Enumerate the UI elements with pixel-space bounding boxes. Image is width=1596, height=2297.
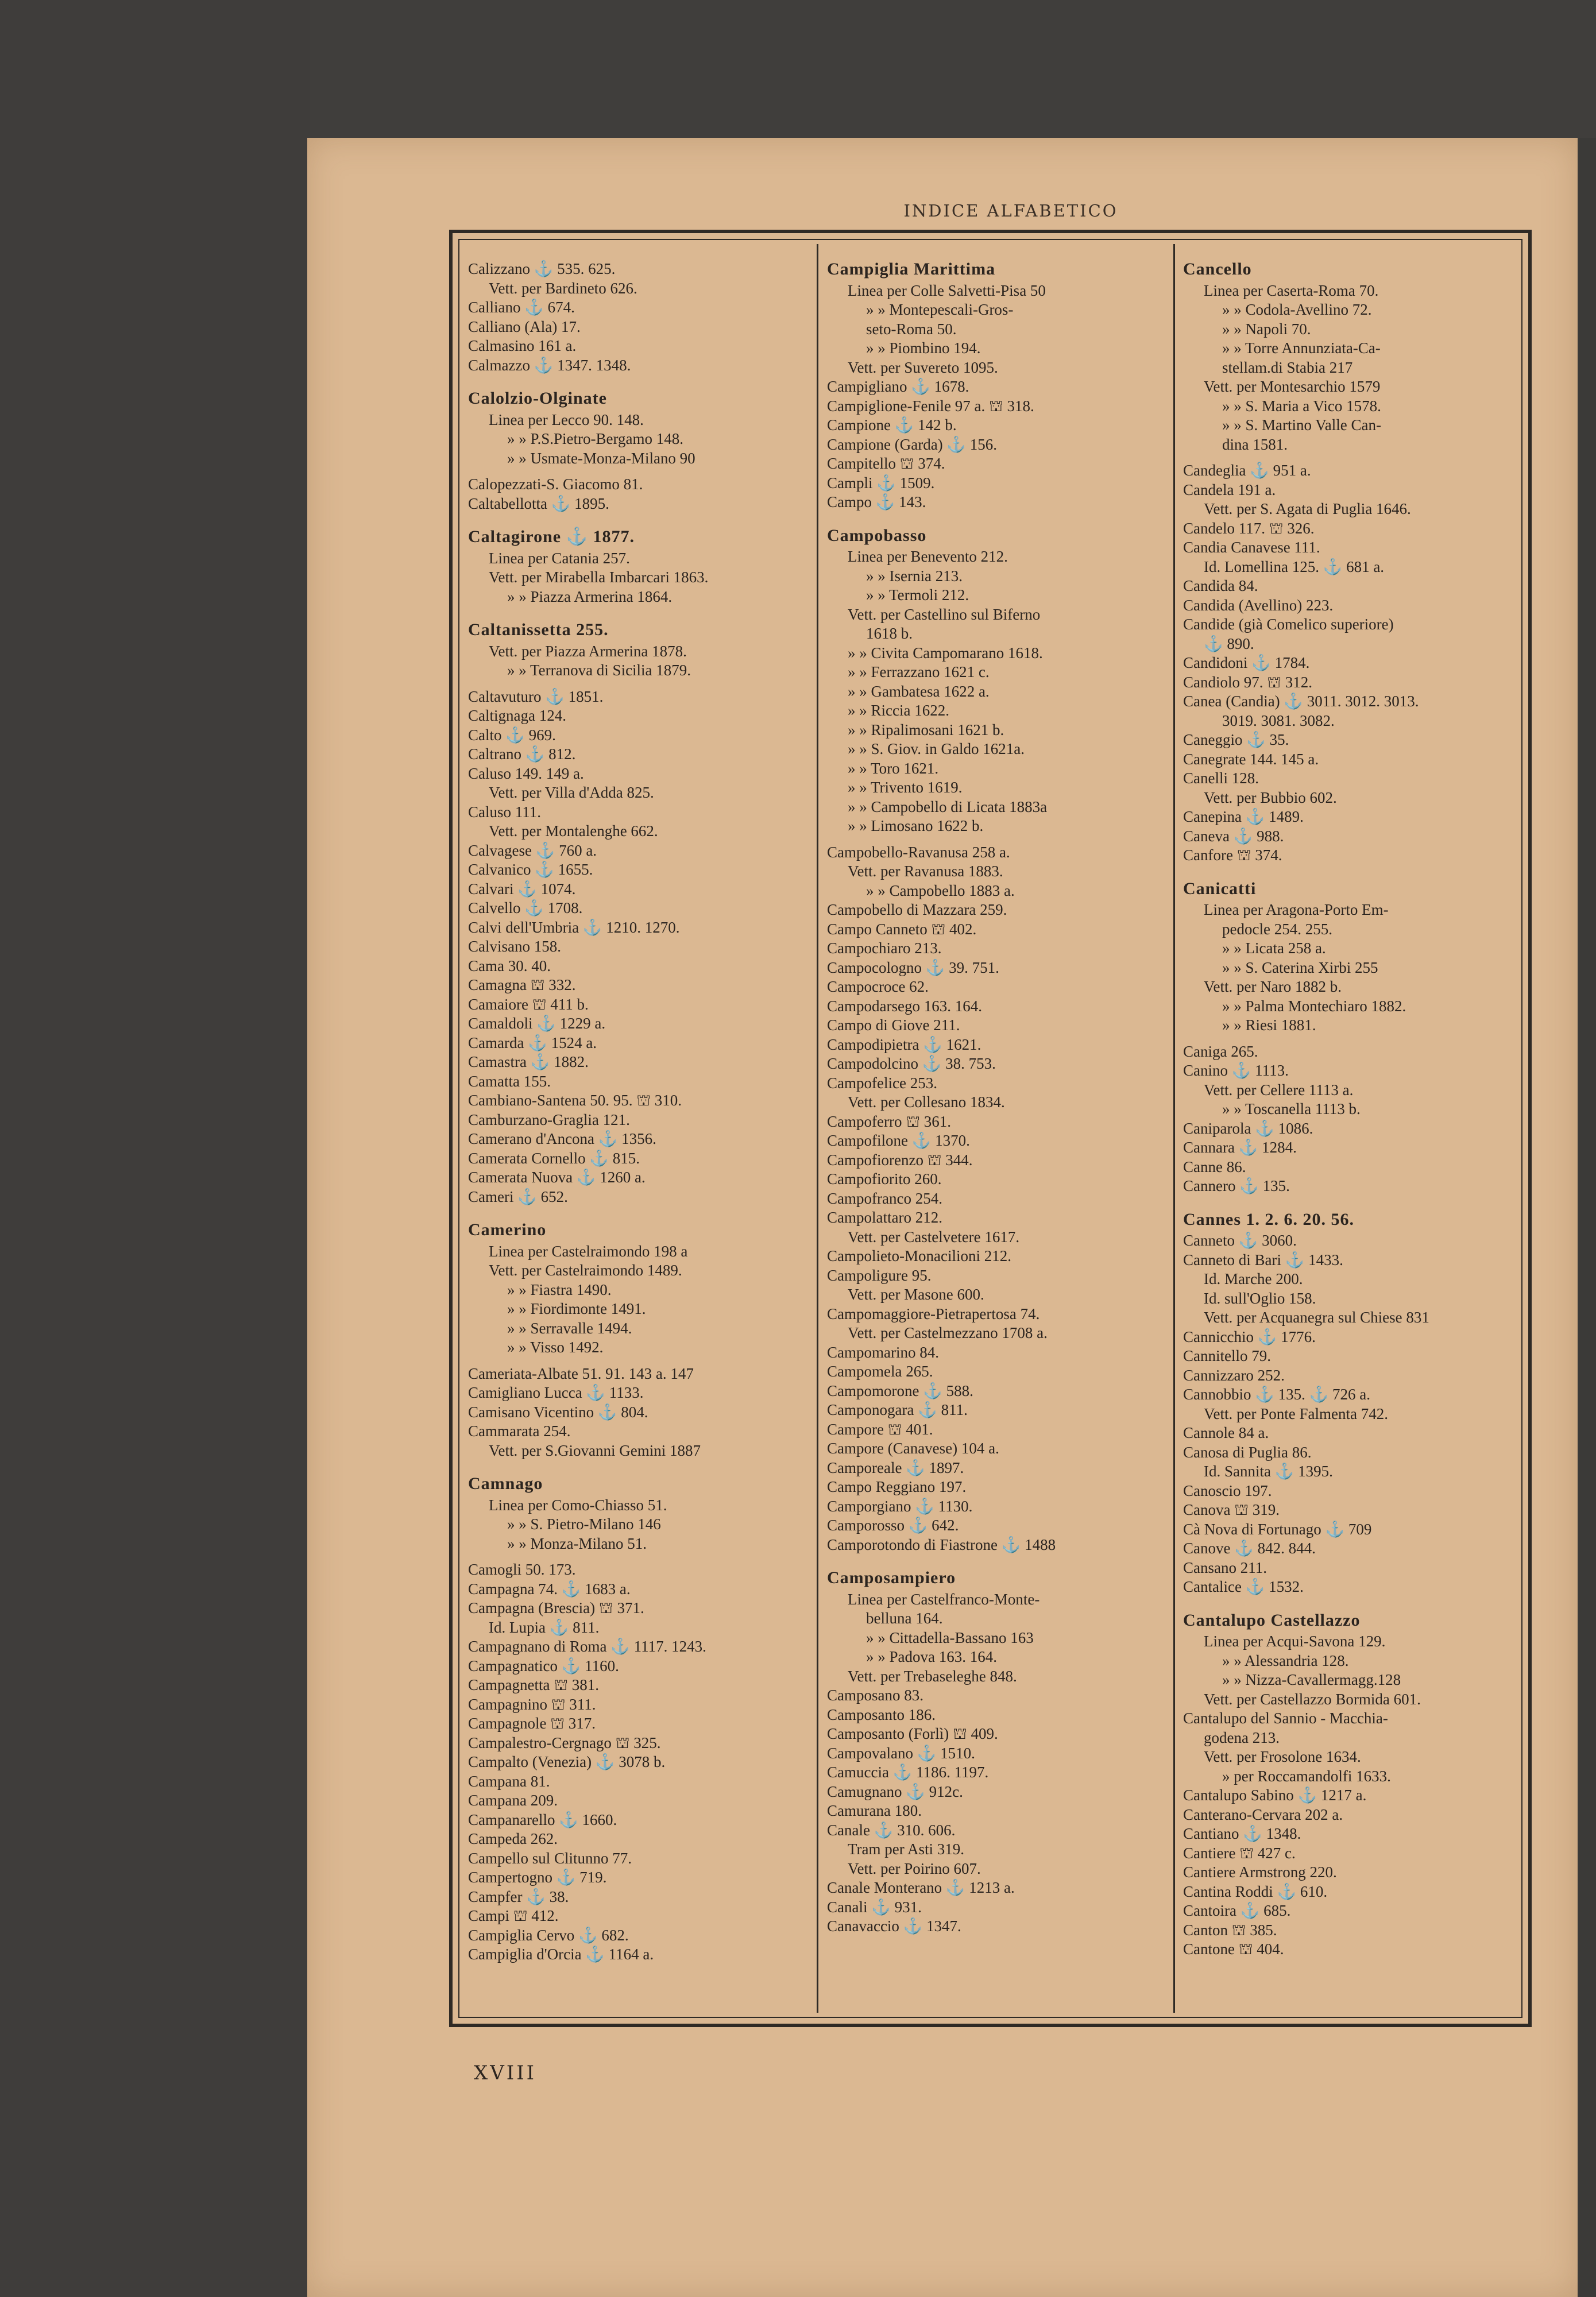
index-subentry: » » Termoli 212. [866,586,969,604]
index-subentry: Vett. per Bardineto 626. [489,279,637,297]
index-entry: Cannicchio ⚓ 1776. [1183,1328,1316,1345]
index-entry: Campitello ⛫ 374. [827,455,945,472]
index-heading: Cantalupo Castellazzo [1183,1610,1361,1630]
index-heading: Cannes 1. 2. 6. 20. 56. [1183,1209,1355,1229]
index-heading: Campobasso [827,525,927,545]
index-entry: Campovalano ⚓ 1510. [827,1744,975,1762]
index-heading: Campiglia Marittima [827,260,996,279]
index-entry: Campigliano ⚓ 1678. [827,378,969,395]
index-entry: Caltignaga 124. [468,707,566,724]
index-subentry: Id. sull'Oglio 158. [1204,1289,1316,1307]
index-subentry: Id. Lupia ⚓ 811. [489,1618,600,1636]
index-entry: Canale ⚓ 310. 606. [827,1821,956,1839]
index-subentry: Linea per Aragona-Porto Em- [1204,901,1389,918]
index-subentry: Linea per Lecco 90. 148. [489,411,644,428]
index-entry: Campli ⚓ 1509. [827,474,935,492]
index-entry: Campolattaro 212. [827,1209,942,1226]
index-entry: Camigliano Lucca ⚓ 1133. [468,1384,644,1401]
index-subentry: » » S. Pietro-Milano 146 [507,1515,661,1533]
index-entry: Campagna (Brescia) ⛫ 371. [468,1599,644,1617]
index-entry: Camerata Cornello ⚓ 815. [468,1149,640,1167]
index-subentry: » » S. Giov. in Galdo 1621a. [848,740,1025,757]
index-entry: Caltrano ⚓ 812. [468,745,576,763]
index-subentry: Vett. per Castelmezzano 1708 a. [848,1324,1048,1341]
index-entry: Canino ⚓ 1113. [1183,1062,1289,1079]
index-entry: Campiglione-Fenile 97 a. ⛫ 318. [827,397,1034,415]
index-entry: Cantalupo Sabino ⚓ 1217 a. [1183,1786,1367,1804]
index-heading: Camerino [468,1220,547,1239]
index-entry: Campagnatico ⚓ 1160. [468,1657,619,1675]
index-heading: Camposampiero [827,1568,956,1587]
index-subentry: » » Fiordimonte 1491. [507,1300,646,1317]
index-entry: Campomaggiore-Pietrapertosa 74. [827,1305,1040,1322]
index-entry: Canosa di Puglia 86. [1183,1443,1312,1461]
index-entry: Caltabellotta ⚓ 1895. [468,494,609,512]
index-subentry: » per Roccamandolfi 1633. [1222,1767,1391,1785]
index-entry: Campfer ⚓ 38. [468,1888,569,1905]
index-entry: Camarda ⚓ 1524 a. [468,1034,597,1051]
index-entry: Candida (Avellino) 223. [1183,596,1334,614]
index-entry: Caltavuturo ⚓ 1851. [468,687,604,705]
index-entry: Camerata Nuova ⚓ 1260 a. [468,1169,646,1186]
index-subentry: Vett. per Suvereto 1095. [848,358,998,376]
index-entry: Camuccia ⚓ 1186. 1197. [827,1764,989,1781]
index-entry: Camugnano ⚓ 912c. [827,1782,963,1800]
index-entry: Cannizzaro 252. [1183,1366,1285,1384]
index-entry: Campodipietra ⚓ 1621. [827,1035,981,1053]
index-entry: Campomorone ⚓ 588. [827,1382,973,1399]
index-subentry: Linea per Colle Salvetti-Pisa 50 [848,281,1046,299]
index-subentry: godena 213. [1204,1728,1280,1746]
index-subentry: » » Ripalimosani 1621 b. [848,721,1004,738]
index-subentry: » » Montepescali-Gros- [866,301,1014,318]
index-subentry: » » Riccia 1622. [848,702,949,719]
index-heading: Caltagirone ⚓ 1877. [468,527,635,546]
index-entry: Cameriata-Albate 51. 91. 143 a. 147 [468,1364,694,1382]
index-subentry: » » Isernia 213. [866,567,963,585]
index-entry: Calvello ⚓ 1708. [468,899,583,917]
index-entry: Campoferro ⛫ 361. [827,1112,952,1130]
index-entry: Canale Monterano ⚓ 1213 a. [827,1879,1015,1896]
index-entry: Camposano 83. [827,1687,923,1704]
index-entry: Camogli 50. 173. [468,1561,576,1578]
index-entry: Campello sul Clitunno 77. [468,1849,632,1867]
index-entry: Cambiano-Santena 50. 95. ⛫ 310. [468,1092,682,1109]
index-subentry: ⚓ 890. [1204,635,1254,652]
index-subentry: Vett. per Ponte Falmenta 742. [1204,1405,1388,1422]
index-entry: Camburzano-Graglia 121. [468,1111,630,1128]
index-subentry: Linea per Castelraimondo 198 a [489,1242,688,1260]
index-subentry: » » Toscanella 1113 b. [1222,1100,1361,1117]
index-entry: Calmasino 161 a. [468,337,577,354]
index-subentry: » » Fiastra 1490. [507,1281,612,1298]
index-entry: Cantiere Armstrong 220. [1183,1863,1337,1881]
index-subentry: » » S. Caterina Xirbi 255 [1222,958,1378,976]
index-entry: Canea (Candia) ⚓ 3011. 3012. 3013. [1183,693,1419,710]
index-subentry: Vett. per Trebaseleghe 848. [848,1667,1017,1685]
index-entry: Campodolcino ⚓ 38. 753. [827,1055,996,1072]
index-subentry: Linea per Castelfranco-Monte- [848,1590,1040,1608]
index-subentry: seto-Roma 50. [866,320,957,338]
index-entry: Caneggio ⚓ 35. [1183,731,1289,748]
index-entry: Cannero ⚓ 135. [1183,1177,1290,1194]
index-entry: Cannara ⚓ 1284. [1183,1139,1297,1156]
index-subentry: Vett. per Collesano 1834. [848,1093,1005,1111]
index-entry: Candelo 117. ⛫ 326. [1183,519,1315,537]
index-entry: Caniga 265. [1183,1042,1258,1060]
index-subentry: Linea per Acqui-Savona 129. [1204,1633,1386,1650]
index-subentry: Linea per Catania 257. [489,549,630,567]
index-entry: Caniparola ⚓ 1086. [1183,1119,1313,1137]
index-subentry: stellam.di Stabia 217 [1222,358,1353,376]
index-entry: Campana 209. [468,1792,558,1809]
index-entry: Campoligure 95. [827,1266,932,1284]
index-entry: Candeglia ⚓ 951 a. [1183,462,1311,479]
index-subentry: » » Alessandria 128. [1222,1652,1349,1669]
index-entry: Camagna ⛫ 332. [468,976,576,993]
index-column-2 [827,260,1177,1936]
index-entry: Campi ⛫ 412. [468,1907,559,1924]
index-entry: Cannole 84 a. [1183,1424,1269,1441]
index-entry: Campomela 265. [827,1363,933,1380]
index-entry: Campore ⛫ 401. [827,1420,933,1438]
index-heading: Canicatti [1183,879,1257,898]
index-entry: Canne 86. [1183,1158,1246,1175]
index-subentry: » » Campobello 1883 a. [866,881,1015,899]
index-subentry: Linea per Benevento 212. [848,548,1008,565]
index-entry: Campofranco 254. [827,1189,942,1207]
index-subentry: Tram per Asti 319. [848,1840,965,1858]
index-entry: Campomarino 84. [827,1343,939,1361]
index-subentry: » » Torre Annunziata-Ca- [1222,339,1381,357]
index-subentry: » » Palma Montechiaro 1882. [1222,997,1406,1015]
index-entry: Canoscio 197. [1183,1482,1272,1499]
index-entry: Campagnano di Roma ⚓ 1117. 1243. [468,1638,706,1655]
index-entry: Candela 191 a. [1183,481,1276,498]
index-entry: Campobello di Mazzara 259. [827,901,1007,918]
index-subentry: Vett. per Montesarchio 1579 [1204,378,1381,395]
index-subentry: » » Licata 258 a. [1222,939,1326,957]
index-entry: Cannitello 79. [1183,1347,1271,1364]
index-subentry: Linea per Caserta-Roma 70. [1204,281,1379,299]
index-entry: Cantiano ⚓ 1348. [1183,1825,1301,1842]
index-entry: Camposanto (Forlì) ⛫ 409. [827,1725,998,1742]
index-entry: Calvagese ⚓ 760 a. [468,841,597,859]
index-entry: Campofelice 253. [827,1074,937,1092]
index-subentry: Vett. per S.Giovanni Gemini 1887 [489,1441,701,1459]
index-entry: Canova ⛫ 319. [1183,1501,1280,1518]
index-entry: Caneva ⚓ 988. [1183,827,1284,845]
index-entry: Cameri ⚓ 652. [468,1188,568,1205]
index-subentry: Vett. per Castelvetere 1617. [848,1228,1020,1246]
index-entry: Campochiaro 213. [827,939,942,957]
index-subentry: » » Codola-Avellino 72. [1222,301,1372,318]
index-entry: Canali ⚓ 931. [827,1898,922,1916]
index-entry: Campore (Canavese) 104 a. [827,1440,999,1457]
index-entry: Cama 30. 40. [468,957,551,975]
index-entry: Campodarsego 163. 164. [827,997,982,1015]
index-subentry: Id. Marche 200. [1204,1270,1303,1287]
index-entry: Campanarello ⚓ 1660. [468,1811,617,1828]
index-subentry: » » Piombino 194. [866,339,981,357]
index-subentry: Vett. per Montalenghe 662. [489,822,658,840]
index-subentry: 1618 b. [866,625,913,642]
index-entry: Cantalice ⚓ 1532. [1183,1578,1304,1595]
index-subentry: Vett. per Villa d'Adda 825. [489,784,654,801]
index-entry: Cammarata 254. [468,1422,571,1440]
index-subentry: Vett. per Piazza Armerina 1878. [489,642,687,660]
index-subentry: Vett. per Castellazzo Bormida 601. [1204,1690,1421,1708]
index-heading: Calolzio-Olginate [468,389,607,408]
index-entry: Caluso 149. 149 a. [468,764,584,782]
index-entry: Campana 81. [468,1772,550,1790]
index-entry: Campione (Garda) ⚓ 156. [827,435,998,453]
index-entry: Campo Reggiano 197. [827,1478,967,1495]
index-subentry: » » Monza-Milano 51. [507,1534,647,1552]
index-subentry: Vett. per Castelraimondo 1489. [489,1262,682,1279]
index-subentry: » » Civita Campomarano 1618. [848,644,1043,662]
index-subentry: » » Riesi 1881. [1222,1016,1316,1034]
page-header: INDICE ALFABETICO [903,201,1118,221]
index-entry: Calizzano ⚓ 535. 625. [468,260,616,277]
index-entry: Canelli 128. [1183,769,1259,787]
column-divider [817,244,818,2013]
index-entry: Camastra ⚓ 1882. [468,1053,589,1070]
index-entry: Camatta 155. [468,1072,551,1090]
index-subentry: » » Visso 1492. [507,1339,604,1356]
index-entry: Calvari ⚓ 1074. [468,880,576,898]
index-subentry: pedocle 254. 255. [1222,920,1332,938]
scan-background-left [0,0,310,2297]
index-entry: Campalestro-Cergnago ⛫ 325. [468,1734,661,1751]
index-entry: Candidoni ⚓ 1784. [1183,654,1310,671]
index-entry: Campagnole ⛫ 317. [468,1715,596,1732]
index-entry: Campagnetta ⛫ 381. [468,1676,600,1693]
index-entry: Camporgiano ⚓ 1130. [827,1497,973,1515]
index-entry: Calliano (Ala) 17. [468,318,581,335]
index-entry: Cantiere ⛫ 427 c. [1183,1844,1296,1862]
index-entry: Camerano d'Ancona ⚓ 1356. [468,1130,656,1147]
index-entry: Calliano ⚓ 674. [468,299,575,316]
index-entry: Campiglia d'Orcia ⚓ 1164 a. [468,1946,654,1963]
index-entry: Camponogara ⚓ 811. [827,1401,968,1418]
index-entry: Canton ⛫ 385. [1183,1921,1277,1939]
index-subentry: » » Cittadella-Bassano 163 [866,1629,1034,1646]
index-column-1 [468,260,807,1965]
index-subentry: » » Nizza-Cavallermagg.128 [1222,1671,1401,1688]
index-subentry: Vett. per Acquanegra sul Chiese 831 [1204,1309,1429,1326]
index-subentry: » » Serravalle 1494. [507,1319,632,1337]
index-entry: Campagnino ⛫ 311. [468,1695,596,1713]
index-entry: Canterano-Cervara 202 a. [1183,1805,1343,1823]
index-entry: Campertogno ⚓ 719. [468,1869,607,1886]
index-entry: Campo ⚓ 143. [827,493,926,511]
index-subentry: Vett. per Mirabella Imbarcari 1863. [489,569,709,586]
index-subentry: » » Ferrazzano 1621 c. [848,663,990,680]
index-subentry: dina 1581. [1222,435,1288,453]
document-page [307,138,1578,2297]
index-entry: Cansano 211. [1183,1559,1267,1576]
index-subentry: » » Usmate-Monza-Milano 90 [507,449,695,467]
index-entry: Cà Nova di Fortunago ⚓ 709 [1183,1520,1372,1538]
index-subentry: » » Trivento 1619. [848,779,963,796]
page-number: XVIII [474,2062,537,2085]
index-subentry: Vett. per S. Agata di Puglia 1646. [1204,500,1411,517]
index-subentry: Vett. per Castellino sul Biferno [848,605,1041,623]
index-entry: Candide (già Comelico superiore) [1183,616,1394,633]
index-subentry: » » S. Maria a Vico 1578. [1222,397,1381,415]
index-subentry: Vett. per Naro 1882 b. [1204,978,1342,995]
index-entry: Cantoira ⚓ 685. [1183,1902,1291,1919]
index-subentry: Vett. per Bubbio 602. [1204,788,1337,806]
index-entry: Camporeale ⚓ 1897. [827,1459,964,1476]
index-entry: Camposanto 186. [827,1706,936,1723]
index-column-3 [1183,260,1528,1959]
index-entry: Cannobbio ⚓ 135. ⚓ 726 a. [1183,1386,1370,1403]
index-subentry: Vett. per Cellere 1113 a. [1204,1081,1354,1099]
index-entry: Campo Canneto ⛫ 402. [827,920,977,938]
index-subentry: Vett. per Frosolone 1634. [1204,1748,1361,1765]
index-entry: Campagna 74. ⚓ 1683 a. [468,1580,631,1598]
index-entry: Candida 84. [1183,577,1258,594]
index-entry: Campolieto-Monacilioni 212. [827,1247,1011,1264]
index-subentry: belluna 164. [866,1610,943,1627]
index-entry: Canneto di Bari ⚓ 1433. [1183,1251,1343,1269]
index-subentry: » » P.S.Pietro-Bergamo 148. [507,430,684,447]
index-subentry: » » Piazza Armerina 1864. [507,587,673,605]
index-entry: Campiglia Cervo ⚓ 682. [468,1926,629,1944]
index-entry: Campofiorito 260. [827,1170,942,1188]
index-entry: Campocroce 62. [827,978,929,995]
index-entry: Camporotondo di Fiastrone ⚓ 1488 [827,1536,1056,1553]
index-subentry: » » S. Martino Valle Can- [1222,416,1381,434]
index-entry: Campeda 262. [468,1830,558,1847]
index-subentry: » » Gambatesa 1622 a. [848,682,990,700]
index-entry: Canepina ⚓ 1489. [1183,808,1304,825]
index-entry: Camurana 180. [827,1802,922,1819]
index-entry: Camisano Vicentino ⚓ 804. [468,1403,648,1421]
index-entry: Canneto ⚓ 3060. [1183,1232,1297,1249]
index-entry: Calopezzati-S. Giacomo 81. [468,475,643,493]
index-entry: Campocologno ⚓ 39. 751. [827,958,999,976]
index-entry: Campofilone ⚓ 1370. [827,1132,970,1149]
index-entry: Camporosso ⚓ 642. [827,1517,959,1534]
index-subentry: Linea per Como-Chiasso 51. [489,1496,667,1514]
index-entry: Canove ⚓ 842. 844. [1183,1540,1316,1557]
index-entry: Canavaccio ⚓ 1347. [827,1917,961,1935]
index-entry: Caluso 111. [468,803,541,821]
index-subentry: » » Padova 163. 164. [866,1648,997,1665]
index-subentry: » » Terranova di Sicilia 1879. [507,662,691,679]
index-entry: Camaiore ⛫ 411 b. [468,995,589,1013]
index-entry: Campalto (Venezia) ⚓ 3078 b. [468,1753,666,1770]
index-entry: Candiolo 97. ⛫ 312. [1183,673,1313,691]
index-entry: Cantalupo del Sannio - Macchia- [1183,1710,1388,1727]
index-subentry: » » Toro 1621. [848,759,939,777]
index-subentry: Vett. per Ravanusa 1883. [848,863,1003,880]
index-entry: Calmazzo ⚓ 1347. 1348. [468,356,631,374]
index-entry: Cantina Roddi ⚓ 610. [1183,1882,1328,1900]
index-subentry: » » Limosano 1622 b. [848,817,984,834]
index-subentry: Id. Sannita ⚓ 1395. [1204,1463,1333,1480]
index-subentry: Vett. per Poirino 607. [848,1859,981,1877]
index-entry: Campofiorenzo ⛫ 344. [827,1151,973,1169]
index-heading: Camnago [468,1474,543,1493]
index-subentry: 3019. 3081. 3082. [1222,711,1335,729]
index-entry: Calvanico ⚓ 1655. [468,861,593,878]
index-subentry: Id. Lomellina 125. ⚓ 681 a. [1204,558,1385,575]
index-subentry: » » Campobello di Licata 1883a [848,798,1048,815]
index-entry: Candia Canavese 111. [1183,539,1320,556]
index-entry: Campobello-Ravanusa 258 a. [827,843,1010,861]
index-entry: Canegrate 144. 145 a. [1183,750,1319,768]
index-heading: Caltanissetta 255. [468,620,609,639]
index-entry: Calto ⚓ 969. [468,726,556,744]
index-subentry: Vett. per Masone 600. [848,1286,984,1303]
index-heading: Cancello [1183,260,1252,279]
index-entry: Camaldoli ⚓ 1229 a. [468,1015,606,1032]
index-entry: Canfore ⛫ 374. [1183,846,1282,864]
index-entry: Calvi dell'Umbria ⚓ 1210. 1270. [468,918,680,936]
index-subentry: » » Napoli 70. [1222,320,1311,338]
index-entry: Campo di Giove 211. [827,1016,960,1034]
index-entry: Calvisano 158. [468,938,561,955]
index-entry: Campione ⚓ 142 b. [827,416,957,434]
index-entry: Cantone ⛫ 404. [1183,1940,1284,1958]
